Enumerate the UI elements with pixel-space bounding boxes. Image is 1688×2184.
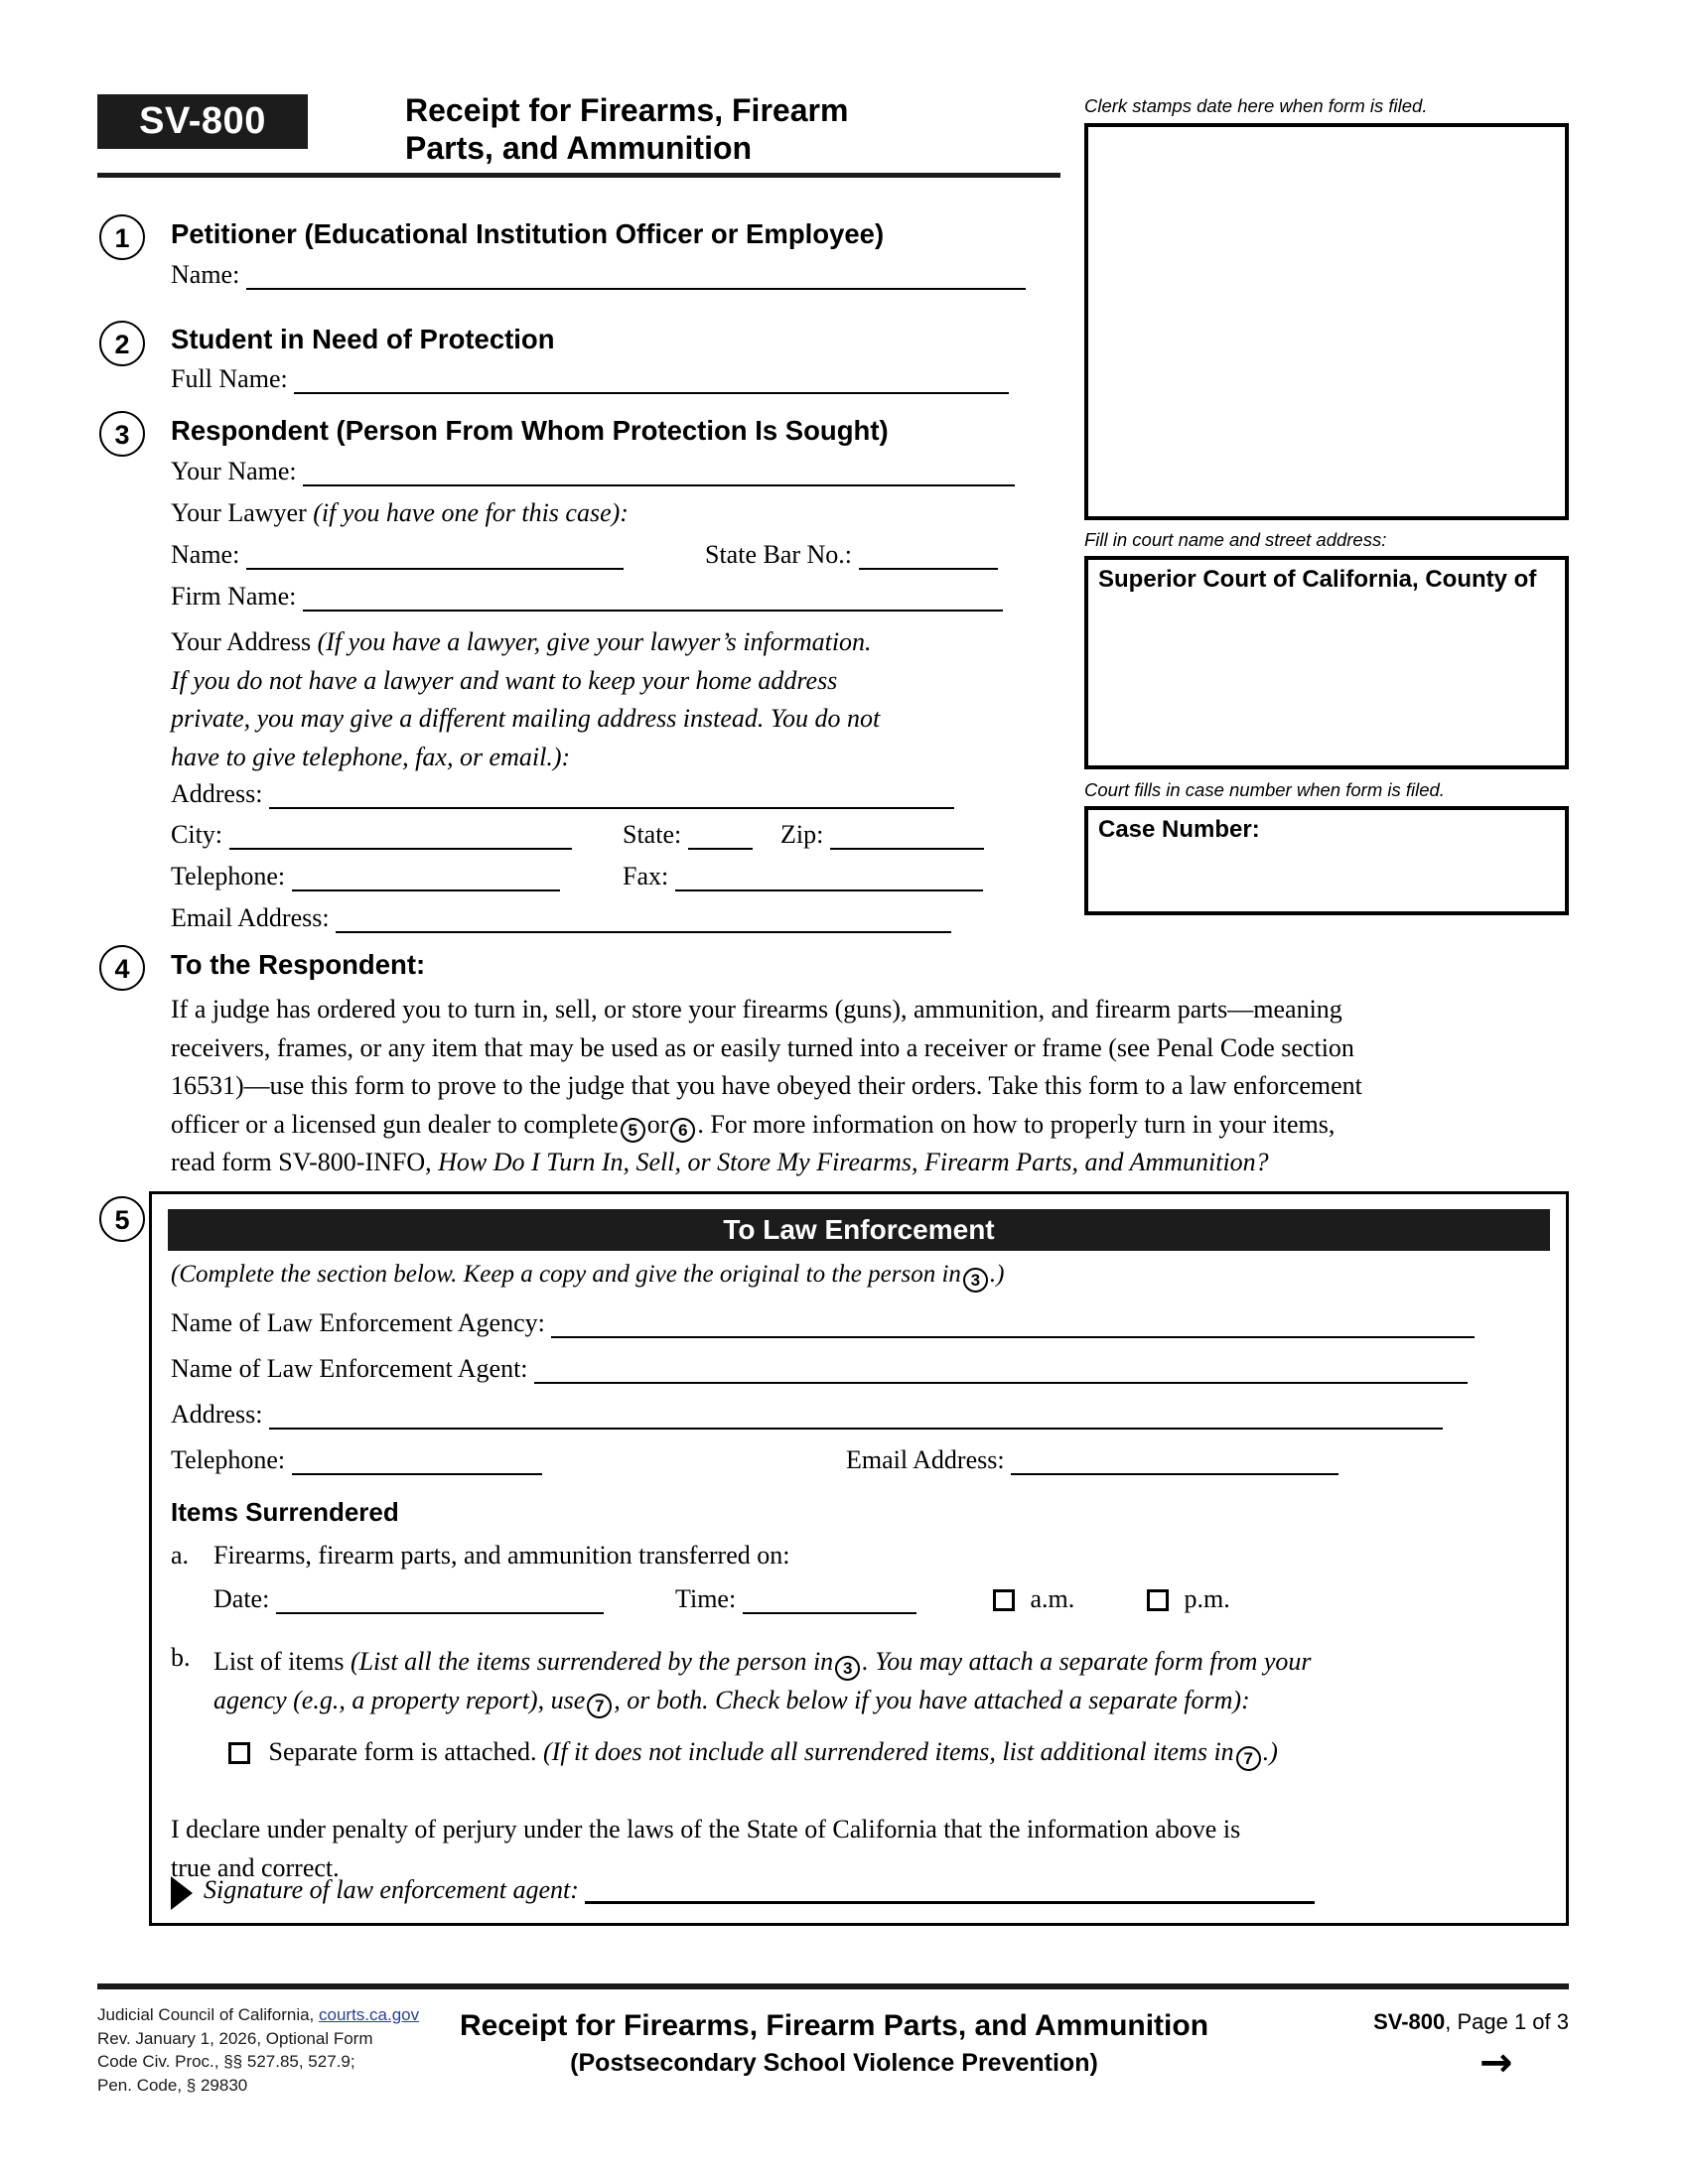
city-input[interactable] — [229, 820, 572, 849]
section2-heading: Student in Need of Protection — [171, 324, 555, 354]
signature-pointer-icon — [171, 1876, 193, 1910]
pm-checkbox[interactable] — [1147, 1589, 1169, 1611]
your-address-instructions — [171, 623, 1064, 776]
section4-body-line3: 16531)—use this form to prove to the judge that you have obeyed their orders. Take this form to a law enforcement — [171, 1071, 1362, 1100]
section-reference-6-icon: 6 — [670, 1118, 695, 1143]
respondent-email-row — [171, 903, 951, 933]
section4-heading: To the Respondent: — [171, 949, 426, 980]
court-name-box[interactable] — [1084, 556, 1569, 769]
firm-name-row — [171, 582, 1003, 612]
footer-form-title-line2: (Postsecondary School Violence Prevention) — [570, 2049, 1098, 2077]
footer-legal-citations — [97, 2003, 419, 2097]
city-label: City: — [171, 820, 223, 849]
respondent-telephone-row — [171, 862, 560, 891]
case-number-caption: Court fills in case number when form is filed. — [1084, 779, 1445, 800]
footer-revision-line: Rev. January 1, 2026, Optional Form — [97, 2028, 373, 2048]
respondent-name-input[interactable] — [303, 457, 1015, 485]
item-b-note-line1b: . You may attach a separate form from your — [862, 1647, 1312, 1676]
items-surrendered-heading: Items Surrendered — [171, 1497, 399, 1527]
your-address-heading: Your Address — [171, 627, 312, 656]
agent-name-label: Name of Law Enforcement Agent: — [171, 1354, 528, 1383]
law-enforcement-instruction-text-a: (Complete the section below. Keep a copy and give the original to the person in — [171, 1261, 961, 1288]
student-fullname-row — [171, 364, 1009, 394]
footer-form-code: SV-800 — [1373, 2009, 1446, 2034]
law-enforcement-bar-title: To Law Enforcement — [168, 1209, 1550, 1251]
footer-pen-code-line: Pen. Code, § 29830 — [97, 2075, 248, 2095]
lawyer-name-input[interactable] — [246, 540, 624, 569]
respondent-telephone-input[interactable] — [292, 862, 560, 890]
lawyer-heading-row — [171, 498, 629, 528]
agency-name-row — [171, 1308, 1475, 1338]
lawyer-label: Your Lawyer — [171, 498, 307, 527]
page-title-line2: Parts, and Ammunition — [405, 130, 753, 166]
step-number-5: 5 — [99, 1196, 145, 1242]
footer-page-number: , Page 1 of 3 — [1445, 2009, 1569, 2034]
agency-address-row — [171, 1400, 1443, 1430]
footer-form-title-line1: Receipt for Firearms, Firearm Parts, and Ammunition — [459, 2009, 1209, 2042]
agent-name-input[interactable] — [534, 1354, 1468, 1383]
respondent-address-label: Address: — [171, 779, 263, 808]
respondent-name-row — [171, 457, 1015, 486]
law-enforcement-instruction-text-b: .) — [989, 1261, 1005, 1288]
respondent-fax-row — [623, 862, 983, 891]
section-reference-5-icon: 5 — [621, 1118, 645, 1143]
am-checkbox[interactable] — [993, 1589, 1015, 1611]
section4-body-line4a: officer or a licensed gun dealer to complete — [171, 1109, 619, 1139]
section4-body-line4b: or — [646, 1109, 669, 1139]
step-number-2: 2 — [99, 321, 145, 366]
student-fullname-label: Full Name: — [171, 364, 288, 393]
agent-name-row — [171, 1354, 1468, 1384]
header-divider — [97, 173, 1060, 178]
pm-label: p.m. — [1184, 1584, 1230, 1613]
section-reference-3-icon: 3 — [963, 1268, 988, 1293]
your-address-note-line2: If you do not have a lawyer and want to keep your home address — [171, 665, 838, 695]
respondent-fax-label: Fax: — [623, 862, 669, 890]
your-address-note-line1: (If you have a lawyer, give your lawyer’s information. — [317, 627, 872, 656]
separate-form-note-a: (If it does not include all surrendered items, list additional items in — [543, 1737, 1234, 1766]
section-reference-3-icon: 3 — [835, 1656, 860, 1681]
page-title-line1: Receipt for Firearms, Firearm — [405, 92, 849, 128]
footer-code-civ-proc-line: Code Civ. Proc., §§ 527.85, 527.9; — [97, 2052, 355, 2071]
am-label: a.m. — [1030, 1584, 1075, 1613]
state-row — [623, 820, 753, 850]
lawyer-name-row — [171, 540, 624, 570]
case-number-label: Case Number: — [1098, 816, 1260, 843]
court-name-label: Superior Court of California, County of — [1098, 566, 1537, 593]
am-option[interactable] — [993, 1584, 1074, 1614]
respondent-email-input[interactable] — [336, 903, 951, 932]
perjury-declaration-line2: true and correct. — [171, 1852, 340, 1882]
state-bar-row — [705, 540, 998, 570]
section4-body-line1: If a judge has ordered you to turn in, sell, or store your firearms (guns), ammunition, and firearm parts—meaning — [171, 995, 1342, 1024]
agency-email-input[interactable] — [1011, 1445, 1338, 1474]
agency-address-label: Address: — [171, 1400, 263, 1429]
signature-input[interactable] — [585, 1874, 1315, 1904]
step-number-3: 3 — [99, 411, 145, 457]
footer-form-title — [417, 2009, 1251, 2078]
respondent-fax-input[interactable] — [675, 862, 983, 890]
agency-telephone-row — [171, 1445, 542, 1475]
student-fullname-input[interactable] — [294, 364, 1009, 393]
item-b-note-line2a: agency (e.g., a property report), use — [213, 1685, 586, 1714]
firm-name-label: Firm Name: — [171, 582, 297, 611]
state-input[interactable] — [688, 820, 753, 849]
page-title — [405, 91, 1060, 167]
item-b-note-line1a: (List all the items surrendered by the person in — [350, 1647, 834, 1676]
lawyer-note: (if you have one for this case): — [313, 498, 629, 527]
respondent-name-label: Your Name: — [171, 457, 297, 485]
pm-option[interactable] — [1147, 1584, 1230, 1614]
footer-divider — [97, 1983, 1569, 1989]
section4-referenced-form-title: How Do I Turn In, Sell, or Store My Firearms, Firearm Parts, and Ammunition? — [438, 1148, 1269, 1176]
petitioner-name-input[interactable] — [246, 260, 1026, 289]
agency-telephone-input[interactable] — [292, 1445, 542, 1474]
courts-website-link[interactable]: courts.ca.gov — [319, 2005, 420, 2024]
firm-name-input[interactable] — [303, 582, 1003, 611]
section4-body-line4c: . For more information on how to properly turn in your items, — [697, 1109, 1336, 1139]
separate-form-note-b: .) — [1262, 1737, 1278, 1766]
section-reference-7-icon: 7 — [587, 1694, 612, 1718]
agency-email-row — [846, 1445, 1338, 1475]
item-b-note-line2b: , or both. Check below if you have attached a separate form): — [614, 1685, 1250, 1714]
item-b-text — [213, 1643, 1534, 1719]
agency-email-label: Email Address: — [846, 1445, 1005, 1474]
zip-input[interactable] — [830, 820, 984, 849]
respondent-email-label: Email Address: — [171, 903, 330, 932]
your-address-note-line3: private, you may give a different mailing address instead. You do not — [171, 704, 881, 733]
zip-label: Zip: — [780, 820, 824, 849]
state-label: State: — [623, 820, 682, 849]
petitioner-name-label: Name: — [171, 260, 240, 289]
zip-row — [780, 820, 984, 850]
respondent-address-input[interactable] — [269, 779, 954, 808]
separate-form-label: Separate form is attached. — [268, 1737, 537, 1766]
case-number-box[interactable] — [1084, 806, 1569, 915]
transfer-time-row — [675, 1584, 916, 1614]
separate-form-option[interactable] — [228, 1737, 1278, 1771]
petitioner-name-row — [171, 260, 1026, 290]
item-a-text: Firearms, firearm parts, and ammunition transferred on: — [213, 1541, 790, 1570]
separate-form-checkbox[interactable] — [228, 1742, 250, 1764]
item-a-marker: a. — [171, 1541, 190, 1570]
section4-body-line2: receivers, frames, or any item that may be used as or easily turned into a receiver or frame (see Penal Code section — [171, 1032, 1354, 1062]
city-row — [171, 820, 572, 850]
transfer-date-input[interactable] — [276, 1584, 604, 1613]
item-b-marker: b. — [171, 1643, 191, 1672]
footer-page-indicator — [1291, 2009, 1569, 2035]
lawyer-name-label: Name: — [171, 540, 240, 569]
respondent-address-row — [171, 779, 954, 809]
transfer-time-label: Time: — [675, 1584, 737, 1613]
section4-body — [171, 991, 1576, 1182]
your-address-note-line4: have to give telephone, fax, or email.): — [171, 742, 571, 771]
transfer-time-input[interactable] — [743, 1584, 916, 1613]
next-page-arrow-icon: → — [1479, 2040, 1513, 2086]
item-b-bold-label: List of items — [213, 1647, 345, 1676]
agency-name-label: Name of Law Enforcement Agency: — [171, 1308, 545, 1337]
clerk-stamp-caption: Clerk stamps date here when form is filed. — [1084, 95, 1428, 116]
court-name-caption: Fill in court name and street address: — [1084, 529, 1387, 550]
agency-telephone-label: Telephone: — [171, 1445, 286, 1474]
respondent-telephone-label: Telephone: — [171, 862, 286, 890]
section4-body-line5a: read form SV-800-INFO, — [171, 1148, 432, 1176]
law-enforcement-instruction — [171, 1261, 1004, 1293]
state-bar-label: State Bar No.: — [705, 540, 853, 569]
agency-address-input[interactable] — [269, 1400, 1443, 1429]
step-number-1: 1 — [99, 214, 145, 260]
section3-heading: Respondent (Person From Whom Protection Is Sought) — [171, 415, 889, 446]
perjury-declaration-line1: I declare under penalty of perjury under the laws of the State of California that the information above is — [171, 1815, 1241, 1843]
signature-row — [204, 1874, 1315, 1905]
section1-heading: Petitioner (Educational Institution Officer or Employee) — [171, 218, 885, 249]
transfer-date-label: Date: — [213, 1584, 270, 1613]
footer-council-text: Judicial Council of California, — [97, 2005, 315, 2024]
section-reference-7-icon: 7 — [1236, 1746, 1261, 1771]
agency-name-input[interactable] — [551, 1308, 1475, 1337]
footer-council-line — [97, 2003, 419, 2027]
clerk-stamp-box[interactable] — [1084, 123, 1569, 520]
step-number-4: 4 — [99, 945, 145, 991]
state-bar-input[interactable] — [859, 540, 998, 569]
form-code-badge: SV-800 — [97, 94, 308, 149]
transfer-date-row — [213, 1584, 604, 1614]
signature-label: Signature of law enforcement agent: — [204, 1874, 579, 1904]
